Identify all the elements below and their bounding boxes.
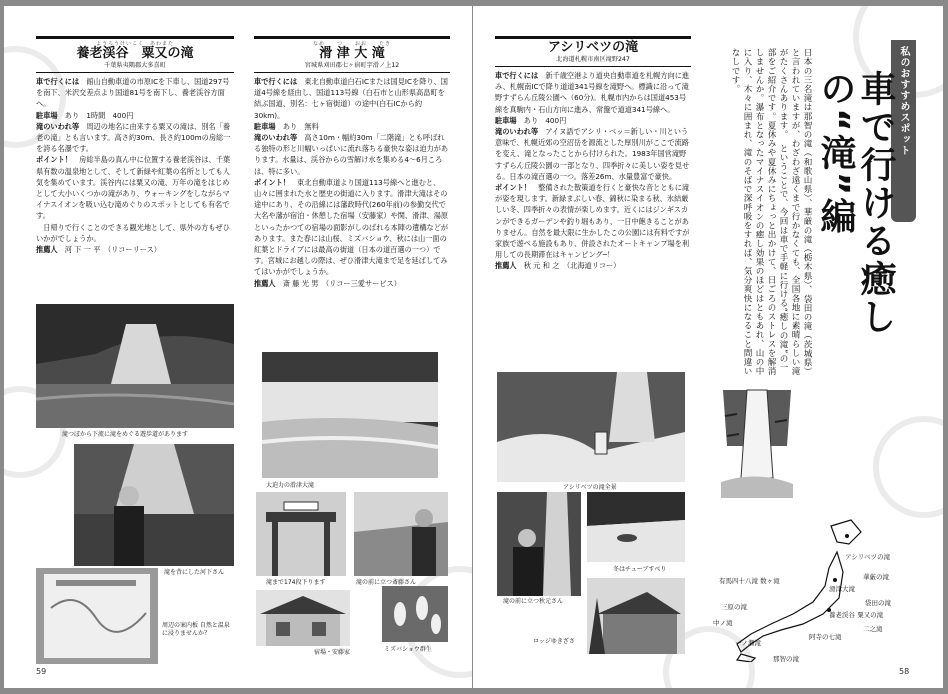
body-paragraph: 滝のいわれ等 周辺の地名に由来する粟又の滝は、別名「養老の滝」とも言います。高さ約30m、長さ約100mの房総一を誇る名瀑です。: [36, 121, 231, 154]
photo-caption: 滝まで174段下ります: [266, 579, 326, 586]
article-address: 宮城県刈田郡七ヶ宿町字滑ノ上12: [254, 61, 450, 73]
article-title: アシリベツの滝: [547, 40, 639, 55]
right-page: [473, 6, 943, 688]
feature-title: 車で行ける癒しの“滝”編: [815, 70, 896, 336]
article-ashiribetsu: [495, 36, 691, 272]
map-label: 有馬四十八滝 数ヶ滝: [719, 577, 780, 585]
recommender: 推薦人 秋 元 和 之 （北海道リコー）: [495, 261, 621, 271]
map-label: 養老渓谷 粟又の滝: [829, 611, 884, 619]
waterfall-photo: [497, 372, 685, 482]
photo-caption: 滝つぼから下流に滝をめぐる遊歩道があります: [62, 431, 189, 438]
article-body: [36, 76, 234, 255]
waterfall-photo: [36, 304, 234, 428]
photo-caption: 大迫力の滑津大滝: [266, 482, 315, 489]
photo-caption: アシリベツの滝全景: [563, 484, 617, 491]
map-label: 一ノ瀬滝: [735, 639, 761, 647]
waterfall-photo: [262, 352, 438, 478]
photo-caption: 周辺の案内板 自然と温泉に浸りませんか？: [162, 622, 230, 637]
person-photo: [74, 444, 234, 566]
body-paragraph: 日帰りで行くことのできる観光地として、県外の方もぜひいかがでしょうか。: [36, 222, 230, 243]
map-label: 華厳の滝: [863, 573, 889, 581]
lodge-photo: [587, 578, 685, 654]
waterfall-illustration: [717, 386, 797, 498]
map-label: 滑津大滝: [829, 585, 855, 593]
photo-caption: ミズバショウ群生: [384, 646, 432, 653]
person-photo: [354, 492, 448, 576]
map-label: 中ノ滝: [713, 619, 733, 627]
map-label: アシリベツの滝: [845, 553, 891, 561]
body-paragraph: 駐車場 あり 1時間 400円: [36, 110, 134, 120]
body-paragraph: 車で行くには 新千歳空港より道央自動車道を札幌方向に進み、札幌南ICで降り道道341号線を滝野へ。標識に沿って滝野すずらん丘陵公園へ（60分)。札幌市内からは国道453号線を真駒内・石山方向に進み、常盤で道道341号線へ。: [495, 71, 690, 114]
skunk-cabbage-photo: [382, 586, 448, 642]
map-label: 那智の滝: [773, 655, 799, 663]
article-header: [254, 36, 450, 73]
article-nametsu: [254, 36, 450, 289]
swirl-decoration: [873, 416, 943, 518]
left-page: [4, 6, 472, 688]
article-address: 北海道札幌市南区滝野247: [495, 55, 691, 67]
guide-board-photo: [36, 568, 158, 664]
article-title: 養老渓谷 粟又の滝: [76, 46, 194, 61]
article-yoro: [36, 36, 234, 255]
article-body: [495, 70, 691, 272]
body-paragraph: 駐車場 あり 400円: [495, 115, 567, 125]
map-label: 袋田の滝: [865, 599, 891, 607]
body-paragraph: 滝のいわれ等 アイヌ語でアシリ・ベッ＝新しい・川という意味で、札幌近郊の空沼岳を源流とした厚別川がここで流路を変え、滝となったことから付けられた。1983年国営滝野すずらん丘陵公園の一部となり、四季折々に美しい姿を見せる。日本の滝百選の一つ。落差26m、水量豊富で豪快。: [495, 127, 690, 181]
body-paragraph: 滝のいわれ等 高さ10m・幅約30m「二階滝」とも呼ばれる独特の形と川幅いっぱいに流れ落ちる豪快な姿は迫力があります。水量は、渓谷からの雪解け水を集める4～6月ころは、特に多い。: [254, 133, 449, 176]
body-paragraph: ポイント！ 整備された散策道を行くと豪快な音とともに滝が姿を現します。新緑まぶしい春、錦秋に染まる秋、氷結厳しい冬、四季折々の表情が楽しめます。近くにはジンギスカンができるガーデンや釣り堀もあり、一日中飽きることがありません。自然を最大限に生かしたこの公園には有料ですが家族で遊べる施設もあり、併設されたオートキャンプ場を利用しての長期滞在はキャンピング─！: [495, 183, 690, 260]
article-header: [36, 36, 234, 73]
title-ruby: なめ つ おお たき: [312, 41, 391, 47]
body-paragraph: ポイント！ 房総半島の真ん中に位置する養老渓谷は、千葉県有数の温泉地として、そして新緑や紅葉の名所としても人気を集めています。渓谷内には粟又の滝、万年の滝をはじめとして大小いくつかの滝があり、ウォーキングをしながらマイナスイオンを吸い込む滝めぐりのスポットとしても有名です。: [36, 155, 231, 221]
body-paragraph: 駐車場 あり 無料: [254, 121, 319, 131]
photo-caption: 滝の前に立つ斎藤さん: [356, 579, 417, 586]
person-photo: [497, 492, 581, 596]
article-header: [495, 36, 691, 67]
inn-photo: [256, 590, 350, 646]
article-address: 千葉県夷隅郡大多喜町: [36, 61, 234, 73]
photo-caption: 滝を背にした河下さん: [164, 569, 225, 576]
recommender: 推薦人 斎 藤 光 男 （リコー三愛サービス）: [254, 278, 401, 288]
map-label: 阿寺の七滝: [809, 633, 842, 641]
map-label: 二之滝: [863, 625, 883, 633]
body-paragraph: 車で行くには 東北自動車道白石ICまたは国見ICを降り、国道4号線を経由し、国道113号線（白石市と山形県高畠町を結ぶ国道、別名：七ヶ宿街道）の途中(白石ICから約30km)。: [254, 77, 448, 120]
page-number: 59: [36, 667, 47, 676]
recommender: 推薦人 河 下 一 平 （リコーリース）: [36, 245, 161, 255]
article-body: [254, 76, 450, 289]
photo-caption: 宿場・安藤家: [314, 649, 351, 656]
photo-caption: 冬はチューブすべり: [613, 566, 667, 573]
article-title: 滑 津 大 滝: [319, 46, 385, 61]
photo-caption: ロッジゆきざさ: [533, 638, 575, 645]
title-ruby: ようろうけいこく あわまた: [95, 41, 174, 47]
feature-intro: 日本の三名滝は那智の滝（和歌山県）、華厳の滝（栃木県）、袋田の滝（茨城県）と言われていますが、わざわざ遠くまで行かなくても、全国各地に素晴らしい滝がたくさんあります。 ということで、今回は車で手軽に行ける“癒しの滝”の一部をご紹介です。夏休みや夏休みにちょっと出かけて、日ごろのストレスを解消しませんか。瀑布となったマイナスイオンの癒し効果のほどはともあれ、山の中に入り、木々に囲まれ、滝のそばで深呼吸をすれば、気分爽快になること間違いなしです。: [730, 48, 812, 377]
body-paragraph: ポイント！ 東北自動車道より国道113号線へと進むと、山々に囲まれた水と歴史の街道に入ります。滑津大滝はその途中にあり、その沿線には藩政時代(260年前)の参勤交代で大名や藩が宿泊・休憩した宿場（安藤家）や関、滑津、湯原といったかつての宿場の面影がしのばれる本陣の遺構などがあります。また春には山桜、ミズバショウ、秋には山一面の紅葉とドライブには最高の街道（日本の道百選の一つ）です。宮城にお越しの際は、ぜひ滑津大滝まで足を延ばしてみてはいかがでしょうか。: [254, 177, 449, 277]
feature-tag: 私のおすすめスポット: [891, 40, 916, 222]
body-paragraph: 車で行くには 館山自動車道の市原ICを下車し、国道297号を南下、米沢交差点より国道81号を南下し、養老渓谷方面へ。: [36, 77, 230, 109]
page-number: 58: [899, 667, 910, 676]
map-label: 三原の滝: [721, 603, 747, 611]
photo-caption: 滝の前に立つ秋元さん: [503, 598, 564, 605]
entrance-photo: [256, 492, 346, 576]
tube-slide-photo: [587, 492, 685, 562]
